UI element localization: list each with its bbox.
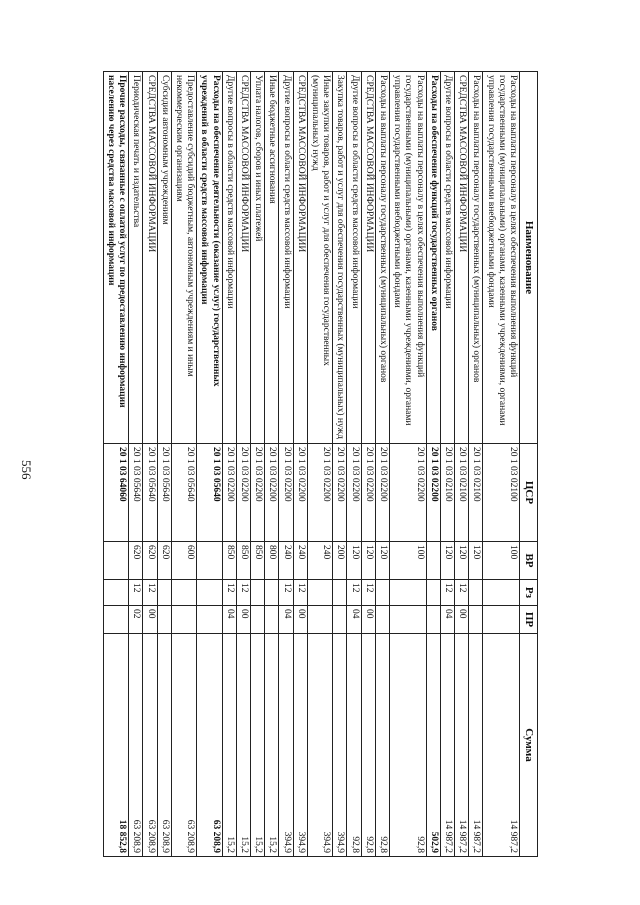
table-row <box>129 72 143 857</box>
table-row <box>279 72 293 857</box>
table-row <box>222 72 236 857</box>
cell-pr <box>103 606 128 634</box>
table-row <box>293 72 307 857</box>
cell-vr: 240 <box>307 542 332 580</box>
cell-sum: 63 208,9 <box>157 634 171 857</box>
cell-vr: 200 <box>333 542 347 580</box>
cell-sum: 92,8 <box>347 634 361 857</box>
cell-pr: 00 <box>236 606 250 634</box>
cell-pr <box>483 606 520 634</box>
cell-csr: 20 1 03 02200 <box>307 444 332 542</box>
cell-vr: 120 <box>440 542 454 580</box>
table-row <box>483 72 520 857</box>
cell-vr <box>197 542 222 580</box>
cell-vr: 100 <box>483 542 520 580</box>
cell-sum: 14 987,2 <box>440 634 454 857</box>
cell-csr: 20 1 03 05640 <box>129 444 143 542</box>
cell-name: СРЕДСТВА МАССОВОЙ ИНФОРМАЦИИ <box>236 72 250 444</box>
cell-csr: 20 1 03 05640 <box>171 444 196 542</box>
cell-pr <box>375 606 389 634</box>
table-row <box>250 72 264 857</box>
table-row <box>103 72 128 857</box>
cell-rz <box>197 580 222 606</box>
cell-sum: 63 208,9 <box>143 634 157 857</box>
cell-csr: 20 1 03 02200 <box>236 444 250 542</box>
cell-rz <box>103 580 128 606</box>
cell-pr: 04 <box>440 606 454 634</box>
table-row <box>197 72 222 857</box>
cell-csr: 20 1 03 02200 <box>347 444 361 542</box>
cell-pr: 04 <box>222 606 236 634</box>
cell-name: СРЕДСТВА МАССОВОЙ ИНФОРМАЦИИ <box>455 72 469 444</box>
cell-csr: 20 1 03 02200 <box>265 444 279 542</box>
cell-rz: 12 <box>347 580 361 606</box>
table-row <box>171 72 196 857</box>
header-sum: Сумма <box>520 634 538 857</box>
cell-sum: 502,9 <box>426 634 440 857</box>
cell-csr: 20 1 03 02200 <box>390 444 427 542</box>
cell-pr: 02 <box>129 606 143 634</box>
cell-vr: 120 <box>361 542 375 580</box>
cell-pr <box>171 606 196 634</box>
table-header-row <box>520 72 538 857</box>
budget-table <box>103 71 538 857</box>
cell-csr: 20 1 03 05640 <box>197 444 222 542</box>
cell-pr <box>307 606 332 634</box>
cell-sum: 92,8 <box>390 634 427 857</box>
cell-rz: 12 <box>222 580 236 606</box>
cell-sum: 394,9 <box>293 634 307 857</box>
cell-name: Другие вопросы в области средств массовой информации <box>222 72 236 444</box>
table-row <box>469 72 483 857</box>
cell-pr <box>469 606 483 634</box>
cell-sum: 14 987,2 <box>469 634 483 857</box>
header-vr: ВР <box>520 542 538 580</box>
cell-name: Иные бюджетные ассигнования <box>265 72 279 444</box>
cell-pr: 00 <box>455 606 469 634</box>
cell-name: Уплата налогов, сборов и иных платежей <box>250 72 264 444</box>
table-body <box>103 72 519 857</box>
cell-rz <box>333 580 347 606</box>
table-row <box>333 72 347 857</box>
cell-csr: 20 1 03 64060 <box>103 444 128 542</box>
cell-rz <box>426 580 440 606</box>
cell-sum: 394,9 <box>279 634 293 857</box>
cell-name: Субсидии автономным учреждениям <box>157 72 171 444</box>
table-row <box>157 72 171 857</box>
cell-vr: 850 <box>222 542 236 580</box>
cell-sum: 18 852,8 <box>103 634 128 857</box>
cell-csr: 20 1 03 02100 <box>440 444 454 542</box>
cell-rz <box>469 580 483 606</box>
cell-pr: 04 <box>347 606 361 634</box>
cell-sum: 394,9 <box>333 634 347 857</box>
cell-rz <box>390 580 427 606</box>
cell-vr: 240 <box>279 542 293 580</box>
cell-name: Другие вопросы в области средств массовой информации <box>440 72 454 444</box>
cell-csr: 20 1 03 05640 <box>157 444 171 542</box>
cell-name: Расходы на выплаты персоналу государственных (муниципальных) органов <box>375 72 389 444</box>
cell-vr: 800 <box>265 542 279 580</box>
cell-csr: 20 1 03 05640 <box>143 444 157 542</box>
cell-csr: 20 1 03 02100 <box>455 444 469 542</box>
cell-name: СРЕДСТВА МАССОВОЙ ИНФОРМАЦИИ <box>143 72 157 444</box>
cell-rz: 12 <box>129 580 143 606</box>
cell-vr <box>426 542 440 580</box>
cell-csr: 20 1 03 02200 <box>222 444 236 542</box>
cell-csr: 20 1 03 02200 <box>293 444 307 542</box>
cell-name: Расходы на обеспечение деятельности (оказание услуг) государственных учреждений в области средств массовой информации <box>197 72 222 444</box>
cell-rz <box>171 580 196 606</box>
cell-csr: 20 1 03 02100 <box>483 444 520 542</box>
cell-vr: 120 <box>455 542 469 580</box>
cell-rz: 12 <box>361 580 375 606</box>
cell-pr <box>333 606 347 634</box>
cell-name: СРЕДСТВА МАССОВОЙ ИНФОРМАЦИИ <box>293 72 307 444</box>
cell-pr <box>197 606 222 634</box>
cell-name: Закупка товаров, работ и услуг для обеспечения государственных (муниципальных) нужд <box>333 72 347 444</box>
header-csr: ЦСР <box>520 444 538 542</box>
header-rz: Рз <box>520 580 538 606</box>
table-row <box>440 72 454 857</box>
cell-vr: 100 <box>390 542 427 580</box>
table-row <box>143 72 157 857</box>
cell-sum: 14 987,2 <box>455 634 469 857</box>
cell-sum: 63 208,9 <box>171 634 196 857</box>
cell-sum: 15,2 <box>222 634 236 857</box>
cell-vr: 620 <box>129 542 143 580</box>
table-row <box>265 72 279 857</box>
cell-sum: 15,2 <box>265 634 279 857</box>
rotated-table-container <box>78 71 538 856</box>
table-row <box>375 72 389 857</box>
cell-name: СРЕДСТВА МАССОВОЙ ИНФОРМАЦИИ <box>361 72 375 444</box>
cell-csr: 20 1 03 02200 <box>375 444 389 542</box>
cell-rz: 12 <box>236 580 250 606</box>
cell-pr <box>265 606 279 634</box>
cell-rz <box>375 580 389 606</box>
table-row <box>236 72 250 857</box>
table-row <box>426 72 440 857</box>
cell-name: Расходы на обеспечение функций государственных органов <box>426 72 440 444</box>
cell-csr: 20 1 03 02200 <box>426 444 440 542</box>
cell-sum: 394,9 <box>307 634 332 857</box>
cell-sum: 15,2 <box>250 634 264 857</box>
cell-sum: 14 987,2 <box>483 634 520 857</box>
cell-name: Периодическая печать и издательства <box>129 72 143 444</box>
cell-sum: 15,2 <box>236 634 250 857</box>
cell-sum: 92,8 <box>375 634 389 857</box>
cell-pr: 04 <box>279 606 293 634</box>
cell-name: Расходы на выплаты персоналу в целях обеспечения выполнения функций государственными (муниципальными) органами, казенными учреждениями, органами управления государственными внебюджетными фондами <box>483 72 520 444</box>
cell-vr: 850 <box>250 542 264 580</box>
cell-rz: 12 <box>279 580 293 606</box>
cell-name: Другие вопросы в области средств массовой информации <box>279 72 293 444</box>
cell-rz <box>265 580 279 606</box>
table-row <box>361 72 375 857</box>
header-pr: ПР <box>520 606 538 634</box>
cell-csr: 20 1 03 02200 <box>279 444 293 542</box>
table-row <box>347 72 361 857</box>
cell-pr: 00 <box>361 606 375 634</box>
cell-rz: 12 <box>143 580 157 606</box>
table-row <box>455 72 469 857</box>
cell-name: Другие вопросы в области средств массовой информации <box>347 72 361 444</box>
cell-vr: 600 <box>171 542 196 580</box>
table-row <box>307 72 332 857</box>
cell-vr: 120 <box>347 542 361 580</box>
cell-name: Прочие расходы, связанные с оплатой услуг по предоставлению информации населению через средства массовой информации <box>103 72 128 444</box>
cell-pr <box>250 606 264 634</box>
page-number: 556 <box>19 460 34 480</box>
cell-sum: 63 208,9 <box>129 634 143 857</box>
cell-vr: 120 <box>469 542 483 580</box>
cell-rz <box>250 580 264 606</box>
cell-rz: 12 <box>455 580 469 606</box>
cell-vr: 850 <box>236 542 250 580</box>
cell-rz <box>483 580 520 606</box>
cell-name: Предоставление субсидий бюджетным, автономным учреждениям и иным некоммерческим организациям <box>171 72 196 444</box>
cell-rz: 12 <box>293 580 307 606</box>
cell-vr <box>103 542 128 580</box>
cell-pr <box>390 606 427 634</box>
cell-pr: 00 <box>143 606 157 634</box>
cell-rz <box>307 580 332 606</box>
cell-pr <box>426 606 440 634</box>
cell-rz <box>157 580 171 606</box>
cell-rz: 12 <box>440 580 454 606</box>
cell-csr: 20 1 03 02200 <box>250 444 264 542</box>
cell-vr: 240 <box>293 542 307 580</box>
cell-csr: 20 1 03 02200 <box>361 444 375 542</box>
cell-csr: 20 1 03 02100 <box>469 444 483 542</box>
header-name: Наименование <box>520 72 538 444</box>
cell-name: Иные закупки товаров, работ и услуг для обеспечения государственных (муниципальных) нужд <box>307 72 332 444</box>
cell-vr: 120 <box>375 542 389 580</box>
cell-pr <box>157 606 171 634</box>
cell-pr: 00 <box>293 606 307 634</box>
cell-vr: 620 <box>143 542 157 580</box>
cell-csr: 20 1 03 02200 <box>333 444 347 542</box>
cell-sum: 63 208,9 <box>197 634 222 857</box>
cell-name: Расходы на выплаты персоналу государственных (муниципальных) органов <box>469 72 483 444</box>
cell-name: Расходы на выплаты персоналу в целях обеспечения выполнения функций государственными (муниципальными) органами, казенными учреждениями, органами управления государственными внебюджетными фондами <box>390 72 427 444</box>
cell-sum: 92,8 <box>361 634 375 857</box>
table-row <box>390 72 427 857</box>
cell-vr: 620 <box>157 542 171 580</box>
